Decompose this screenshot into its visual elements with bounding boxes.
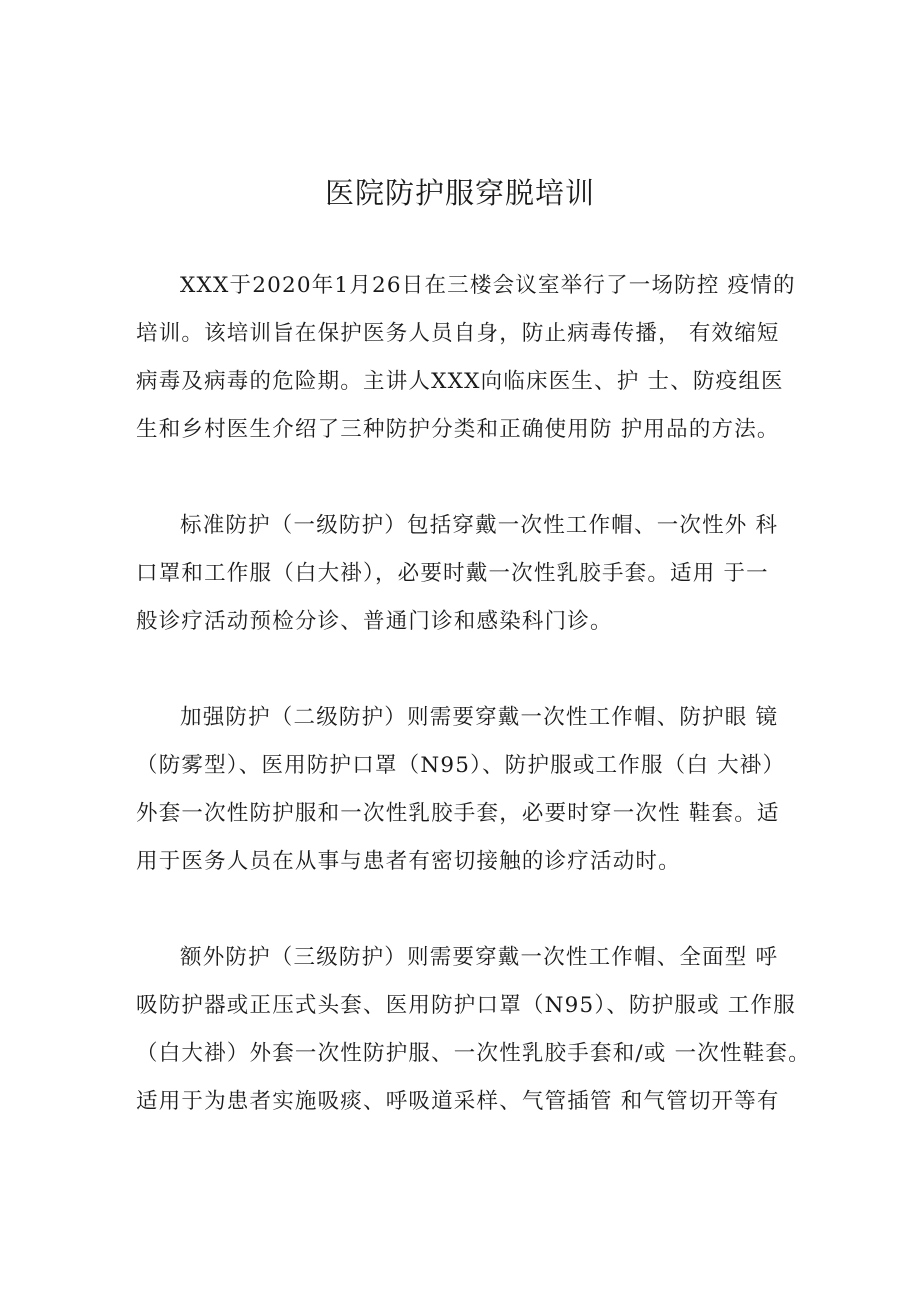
paragraph-line: 生和乡村医生介绍了三种防护分类和正确使用防 护用品的方法。 <box>136 417 780 442</box>
paragraph-line: （防雾型）、医用防护口罩（N95）、防护服或工作服（白 大褂） <box>136 753 786 778</box>
paragraph-line: 病毒及病毒的危险期。主讲人XXX向临床医生、护 士、防疫组医 <box>136 369 784 394</box>
paragraph-line: 适用于为患者实施吸痰、呼吸道采样、气管插管 和气管切开等有 <box>136 1089 780 1114</box>
paragraph-line: 外套一次性防护服和一次性乳胶手套，必要时穿一次性 鞋套。适 <box>136 801 780 826</box>
paragraph-line: 般诊疗活动预检分诊、普通门诊和感染科门诊。 <box>136 609 613 634</box>
paragraph-line: 用于医务人员在从事与患者有密切接触的诊疗活动时。 <box>136 849 681 874</box>
document-title: 医院防护服穿脱培训 <box>324 176 595 210</box>
paragraph-line: 加强防护（二级防护）则需要穿戴一次性工作帽、防护眼 镜 <box>180 705 779 730</box>
paragraph-line: （白大褂）外套一次性防护服、一次性乳胶手套和/或 一次性鞋套。 <box>136 1041 811 1066</box>
paragraph-line: 标准防护（一级防护）包括穿戴一次性工作帽、一次性外 科 <box>180 513 779 538</box>
paragraph-line: 吸防护器或正压式头套、医用防护口罩（N95）、防护服或 工作服 <box>136 993 796 1018</box>
paragraph-line: XXX于2020年1月26日在三楼会议室举行了一场防控 疫情的 <box>180 273 796 298</box>
paragraph-line: 口罩和工作服（白大褂），必要时戴一次性乳胶手套。适用 于一 <box>136 561 769 586</box>
paragraph-line: 培训。该培训旨在保护医务人员自身，防止病毒传播， 有效缩短 <box>136 321 780 346</box>
paragraph-line: 额外防护（三级防护）则需要穿戴一次性工作帽、全面型 呼 <box>180 945 779 970</box>
